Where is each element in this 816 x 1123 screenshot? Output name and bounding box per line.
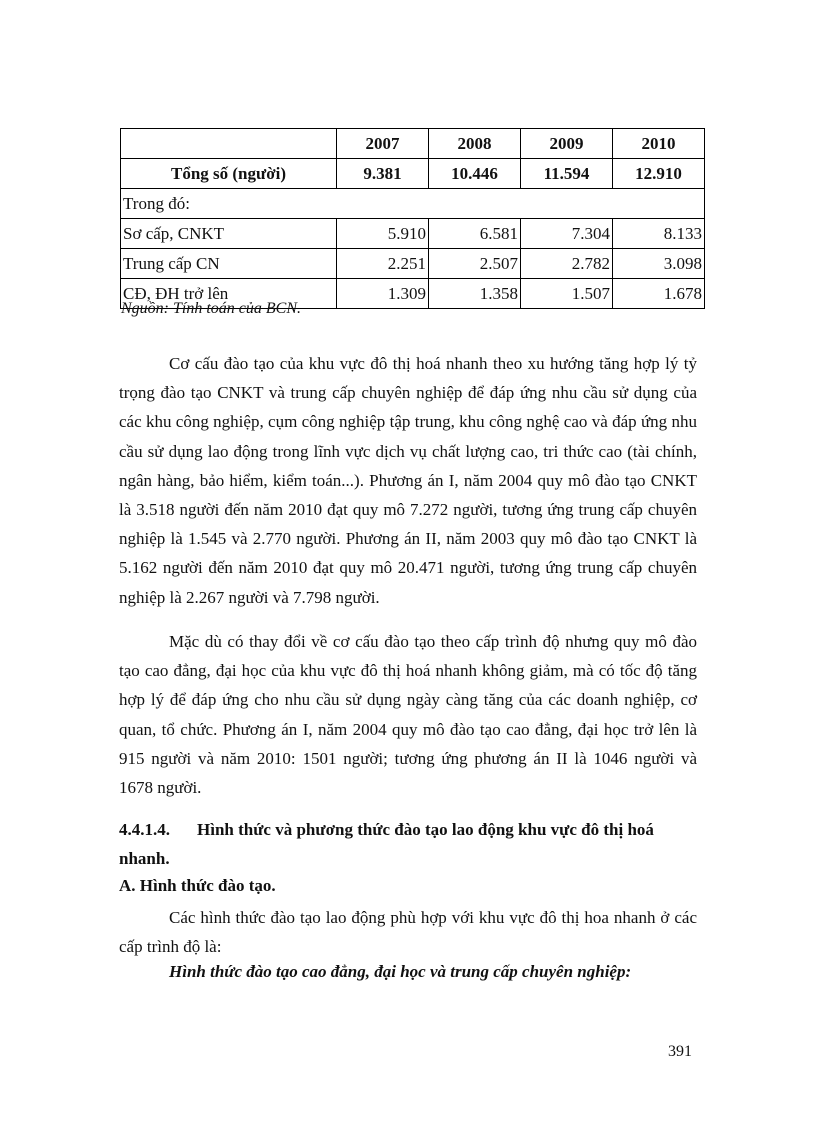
table-header-cell: 2008 xyxy=(429,129,521,159)
table-cell: 10.446 xyxy=(429,159,521,189)
paragraph xyxy=(119,627,697,802)
table-row xyxy=(121,219,705,249)
table-source-note: Nguồn: Tính toán của BCN. xyxy=(121,300,302,317)
table-subheader: Trong đó: xyxy=(121,189,705,219)
table-header-cell xyxy=(121,129,337,159)
table-cell: 11.594 xyxy=(521,159,613,189)
table-total-row xyxy=(121,159,705,189)
table-cell: 1.507 xyxy=(521,279,613,309)
table-header-cell: 2010 xyxy=(613,129,705,159)
table-cell: 8.133 xyxy=(613,219,705,249)
table-cell: 12.910 xyxy=(613,159,705,189)
table-cell: 5.910 xyxy=(337,219,429,249)
section-number: 4.4.1.4. xyxy=(119,820,170,839)
italic-subheading: Hình thức đào tạo cao đẳng, đại học và trung cấp chuyên nghiệp: xyxy=(169,962,632,981)
paragraph-text: Cơ cấu đào tạo của khu vực đô thị hoá nhanh theo xu hướng tăng hợp lý tỷ trọng đào tạo CNKT và trung cấp chuyên nghiệp để đáp ứng nhu cầu sử dụng của các khu công nghiệp, cụm công nghiệp tập trung, khu công nghệ cao và đáp ứng nhu cầu sử dụng lao động trong lĩnh vực dịch vụ chất lượng cao, tri thức cao (tài chính, ngân hàng, bảo hiểm, kiểm toán...). Phương án I, năm 2004 quy mô đào tạo CNKT là 3.518 người đến năm 2010 đạt quy mô 7.272 người, tương ứng trung cấp chuyên nghiệp là 1.545 và 2.770 người. Phương án II, năm 2003 quy mô đào tạo CNKT là 5.162 người đến năm 2010 đạt quy mô 20.471 người, tương ứng trung cấp chuyên nghiệp là 2.267 người và 7.798 người. xyxy=(119,354,697,607)
paragraph xyxy=(119,349,697,612)
table-header-cell: 2007 xyxy=(337,129,429,159)
table-row-label: Trung cấp CN xyxy=(121,249,337,279)
subsection-heading: A. Hình thức đào tạo. xyxy=(119,876,276,895)
table-cell: 3.098 xyxy=(613,249,705,279)
paragraph xyxy=(119,903,697,961)
table-header-row xyxy=(121,129,705,159)
table-cell: 1.678 xyxy=(613,279,705,309)
table-cell: 2.251 xyxy=(337,249,429,279)
table-cell: 7.304 xyxy=(521,219,613,249)
section-title: Hình thức và phương thức đào tạo lao động khu vực đô thị hoá nhanh. xyxy=(119,820,654,868)
table-row xyxy=(121,249,705,279)
page-number: 391 xyxy=(668,1043,692,1060)
table-subheader-row xyxy=(121,189,705,219)
section-heading xyxy=(119,815,697,873)
table-cell: 2.507 xyxy=(429,249,521,279)
table-row-label: Tổng số (người) xyxy=(121,159,337,189)
table-header-cell: 2009 xyxy=(521,129,613,159)
table-cell: 1.358 xyxy=(429,279,521,309)
paragraph-text: Các hình thức đào tạo lao động phù hợp với khu vực đô thị hoa nhanh ở các cấp trình độ là: xyxy=(119,908,697,957)
table-cell: 6.581 xyxy=(429,219,521,249)
table-cell: 2.782 xyxy=(521,249,613,279)
table-cell: 9.381 xyxy=(337,159,429,189)
table-row-label: Sơ cấp, CNKT xyxy=(121,219,337,249)
paragraph-text: Mặc dù có thay đổi về cơ cấu đào tạo theo cấp trình độ nhưng quy mô đào tạo cao đẳng, đại học của khu vực đô thị hoá nhanh không giảm, mà có tốc độ tăng hợp lý để đáp ứng cho nhu cầu sử dụng ngày càng tăng của các doanh nghiệp, cơ quan, tổ chức. Phương án I, năm 2004 quy mô đào tạo cao đẳng, đại học trở lên là 915 người và năm 2010: 1501 người; tương ứng phương án II là 1046 người và 1678 người. xyxy=(119,632,697,798)
table-cell: 1.309 xyxy=(337,279,429,309)
training-scale-table xyxy=(120,128,705,309)
table-row-label: CĐ, ĐH trở lên xyxy=(121,279,337,309)
